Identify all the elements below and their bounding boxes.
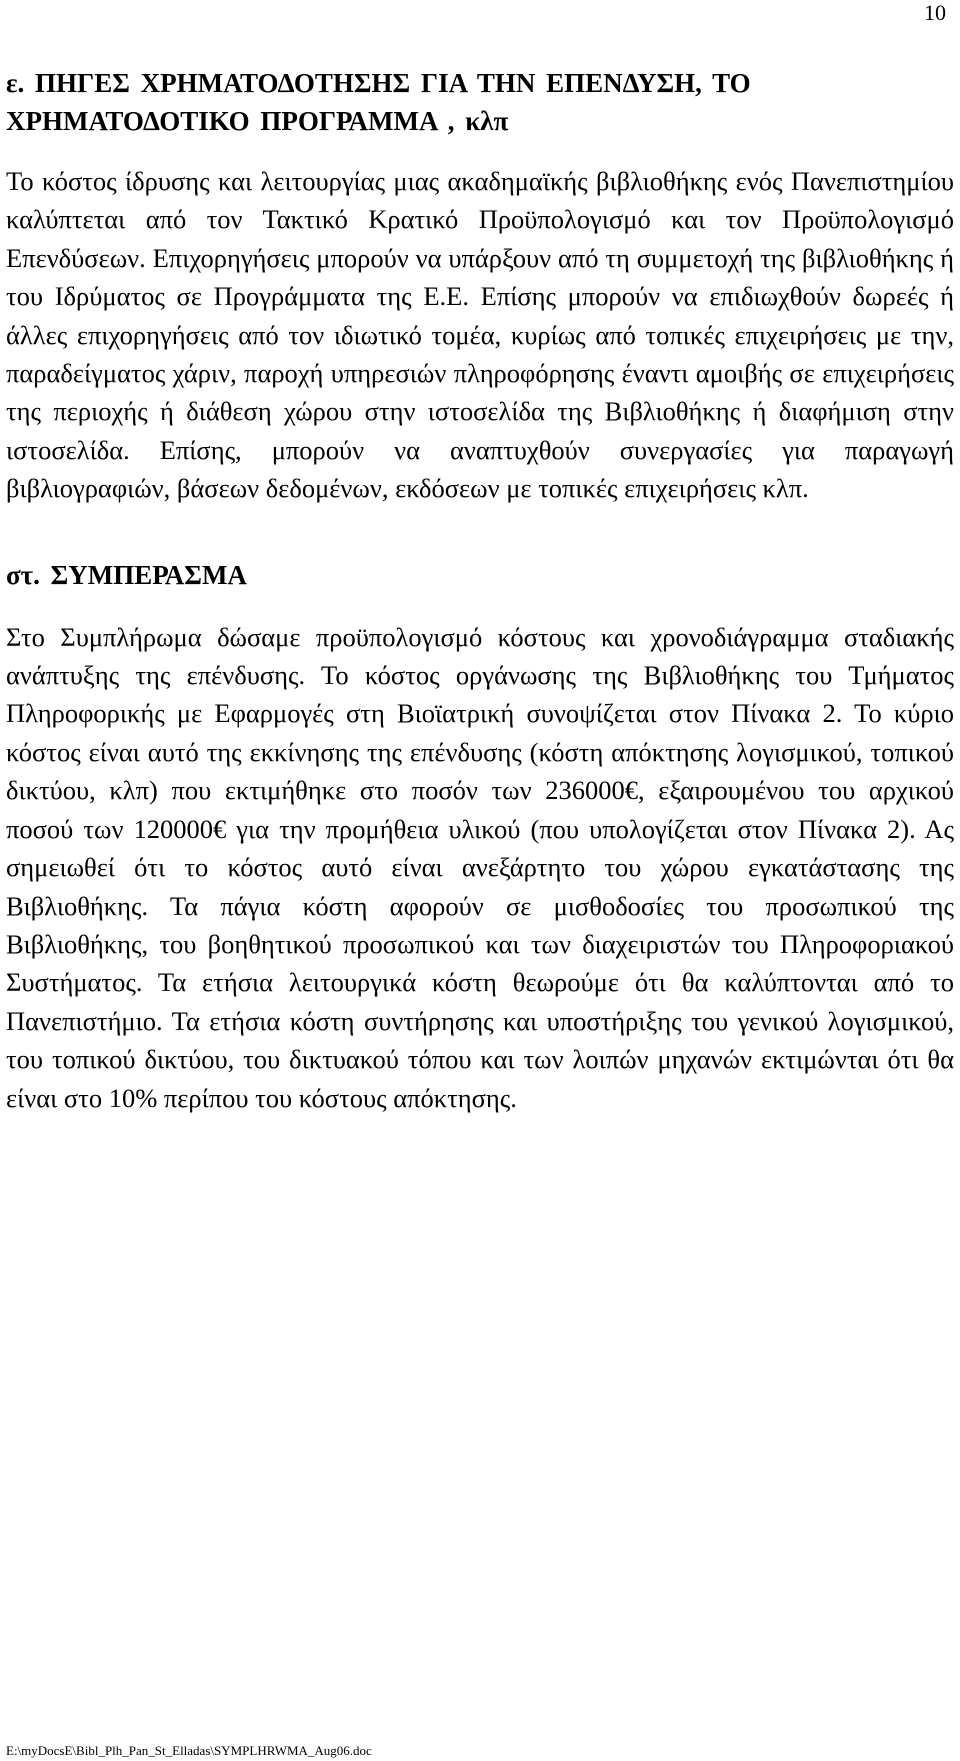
footer-file-path: E:\myDocsE\Bibl_Plh_Pan_St_Elladas\SYMPLHRWMA_Aug06.doc	[6, 1743, 372, 1758]
section-st-paragraph: Στο Συμπλήρωμα δώσαμε προϋπολογισμό κόστους και χρονοδιάγραμμα σταδιακής ανάπτυξης της επένδυσης. Το κόστος οργάνωσης της Βιβλιοθήκης του Τμήματος Πληροφορικής με Εφαρμογές στη Βιοϊατρική συνοψίζεται στον Πίνακα 2. Το κύριο κόστος είναι αυτό της εκκίνησης της επένδυσης (κόστη απόκτησης λογισμικού, τοπικού δικτύου, κλπ) που εκτιμήθηκε στο ποσόν των 236000€, εξαιρουμένου του αρχικού ποσού των 120000€ για την προμήθεια υλικού (που υπολογίζεται στον Πίνακα 2). Ας σημειωθεί ότι το κόστος αυτό είναι ανεξάρτητο του χώρου εγκατάστασης της Βιβλιοθήκης. Τα πάγια κόστη αφορούν σε μισθοδοσίες του προσωπικού της Βιβλιοθήκης, του βοηθητικού προσωπικού και των διαχειριστών του Πληροφοριακού Συστήματος. Τα ετήσια λειτουργικά κόστη θεωρούμε ότι θα καλύπτονται από το Πανεπιστήμιο. Τα ετήσια κόστη συντήρησης και υποστήριξης του γενικού λογισμικού, του τοπικού δικτύου, του δικτυακού τόπου και των λοιπών μηχανών εκτιμώνται ότι θα είναι στο 10% περίπου του κόστους απόκτησης.	[6, 621, 954, 1113]
page-number: 10	[924, 0, 946, 25]
section-e-paragraph: Το κόστος ίδρυσης και λειτουργίας μιας ακαδημαϊκής βιβλιοθήκης ενός Πανεπιστημίου καλύπτεται από τον Τακτικό Κρατικό Προϋπολογισμό και τον Προϋπολογισμό Επενδύσεων. Επιχορηγήσεις μπορούν να υπάρξουν από τη συμμετοχή της βιβλιοθήκης ή του Ιδρύματος σε Προγράμματα της Ε.Ε. Επίσης μπορούν να επιδιωχθούν δωρεές ή άλλες επιχορηγήσεις από τον ιδιωτικό τομέα, κυρίως από τοπικές επιχειρήσεις με την, παραδείγματος χάριν, παροχή υπηρεσιών πληροφόρησης έναντι αμοιβής σε επιχειρήσεις της περιοχής ή διάθεση χώρου στην ιστοσελίδα της Βιβλιοθήκης ή διαφήμιση στην ιστοσελίδα. Επίσης, μπορούν να αναπτυχθούν συνεργασίες για παραγωγή βιβλιογραφιών, βάσεων δεδομένων, εκδόσεων με τοπικές επιχειρήσεις κλπ.	[6, 166, 954, 504]
section-st-heading: στ. ΣΥΜΠΕΡΑΣΜΑ	[6, 559, 247, 590]
section-e-heading: ε. ΠΗΓΕΣ ΧΡΗΜΑΤΟΔΟΤΗΣΗΣ ΓΙΑ ΤΗΝ ΕΠΕΝΔΥΣΗ, ΤΟ ΧΡΗΜΑΤΟΔΟΤΙΚΟ ΠΡΟΓΡΑΜΜΑ , κλπ	[6, 68, 751, 136]
document-body	[6, 64, 954, 1117]
